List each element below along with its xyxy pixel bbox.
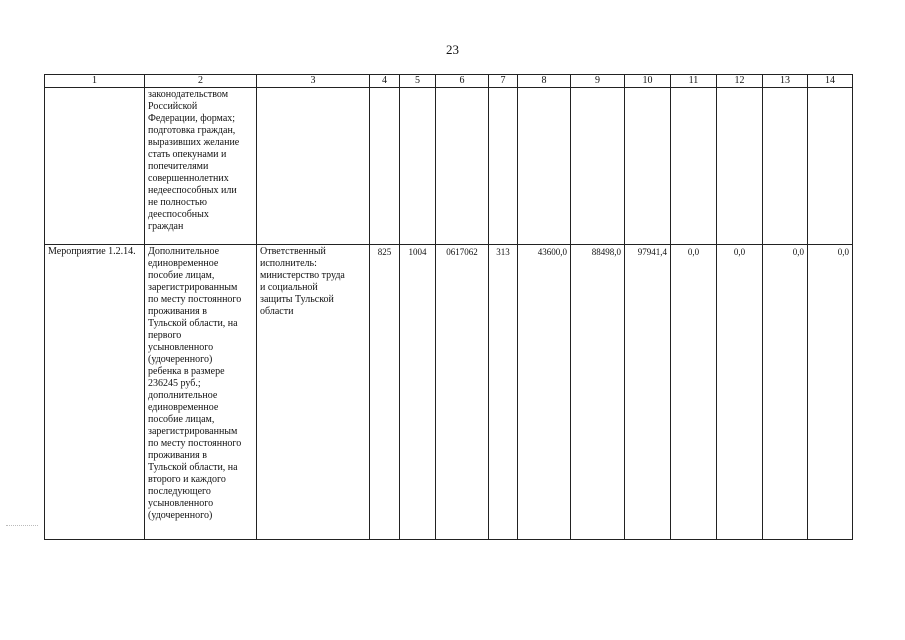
col-header-12: 12 xyxy=(717,75,763,88)
col-header-7: 7 xyxy=(489,75,518,88)
text-line: проживания в xyxy=(148,450,207,461)
text-line: Российской xyxy=(148,101,198,112)
header-row xyxy=(45,75,853,88)
cell-col13: 0,0 xyxy=(763,245,808,540)
text-line: выразивших желание xyxy=(148,137,240,148)
text-line: усыновленного xyxy=(148,342,214,353)
text-line: исполнитель: xyxy=(260,258,317,269)
text-line: второго и каждого xyxy=(148,474,226,485)
col-header-1: 1 xyxy=(45,75,145,88)
cell-col9: 88498,0 xyxy=(571,245,625,540)
text-line: 236245 руб.; xyxy=(148,378,201,389)
cell xyxy=(45,88,145,245)
cell xyxy=(436,88,489,245)
text-line: Дополнительное xyxy=(148,246,220,257)
text-line: не полностью xyxy=(148,197,207,208)
cell-col8: 43600,0 xyxy=(518,245,571,540)
table-row-measure-1-2-14 xyxy=(45,245,853,540)
text-line: по месту постоянного xyxy=(148,438,242,449)
text-line: стать опекунами и xyxy=(148,149,227,160)
text-line: Тульской области, на xyxy=(148,318,238,329)
cell-col11: 0,0 xyxy=(671,245,717,540)
col-header-4: 4 xyxy=(370,75,400,88)
text-line: граждан xyxy=(148,221,184,232)
budget-table xyxy=(44,74,853,540)
col-header-13: 13 xyxy=(763,75,808,88)
cell xyxy=(489,88,518,245)
scan-artifact xyxy=(6,525,38,527)
col-header-8: 8 xyxy=(518,75,571,88)
cell xyxy=(808,88,853,245)
responsible-executor xyxy=(257,245,370,540)
cell-col10: 97941,4 xyxy=(625,245,671,540)
col-header-3: 3 xyxy=(257,75,370,88)
col-header-5: 5 xyxy=(400,75,436,88)
col-header-11: 11 xyxy=(671,75,717,88)
text-line: Ответственный xyxy=(260,246,326,257)
continued-description xyxy=(145,88,257,245)
cell xyxy=(518,88,571,245)
text-line: и социальной xyxy=(260,282,318,293)
text-line: области xyxy=(260,306,294,317)
text-line: пособие лицам, xyxy=(148,270,215,281)
text-line: подготовка граждан, xyxy=(148,125,236,136)
cell-col6: 0617062 xyxy=(436,245,489,540)
cell-col4: 825 xyxy=(370,245,400,540)
cell-col12: 0,0 xyxy=(717,245,763,540)
text-line: попечителями xyxy=(148,161,209,172)
text-line: недееспособных или xyxy=(148,185,237,196)
text-line: совершеннолетних xyxy=(148,173,229,184)
text-line: (удочеренного) xyxy=(148,354,213,365)
cell xyxy=(763,88,808,245)
measure-label: Мероприятие 1.2.14. xyxy=(45,245,145,540)
cell xyxy=(571,88,625,245)
col-header-9: 9 xyxy=(571,75,625,88)
text-line: (удочеренного) xyxy=(148,510,213,521)
col-header-10: 10 xyxy=(625,75,671,88)
text-line: последующего xyxy=(148,486,211,497)
text-line: по месту постоянного xyxy=(148,294,242,305)
text-line: единовременное xyxy=(148,258,219,269)
text-line: зарегистрированным xyxy=(148,426,238,437)
page-number: 23 xyxy=(446,42,459,57)
measure-description xyxy=(145,245,257,540)
text-line: проживания в xyxy=(148,306,207,317)
col-header-14: 14 xyxy=(808,75,853,88)
text-line: защиты Тульской xyxy=(260,294,334,305)
cell xyxy=(370,88,400,245)
text-line: первого xyxy=(148,330,182,341)
text-line: дополнительное xyxy=(148,390,218,401)
text-line: усыновленного xyxy=(148,498,214,509)
col-header-2: 2 xyxy=(145,75,257,88)
cell-col14: 0,0 xyxy=(808,245,853,540)
text-line: зарегистрированным xyxy=(148,282,238,293)
text-line: единовременное xyxy=(148,402,219,413)
cell xyxy=(671,88,717,245)
text-line: пособие лицам, xyxy=(148,414,215,425)
cell xyxy=(625,88,671,245)
text-line: Федерации, формах; xyxy=(148,113,236,124)
col-header-6: 6 xyxy=(436,75,489,88)
cell xyxy=(400,88,436,245)
cell-col5: 1004 xyxy=(400,245,436,540)
text-line: Тульской области, на xyxy=(148,462,238,473)
cell xyxy=(257,88,370,245)
cell-col7: 313 xyxy=(489,245,518,540)
text-line: ребенка в размере xyxy=(148,366,225,377)
text-line: дееспособных xyxy=(148,209,209,220)
text-line: законодательством xyxy=(148,89,229,100)
text-line: министерство труда xyxy=(260,270,345,281)
cell xyxy=(717,88,763,245)
table-row-continued xyxy=(45,88,853,245)
